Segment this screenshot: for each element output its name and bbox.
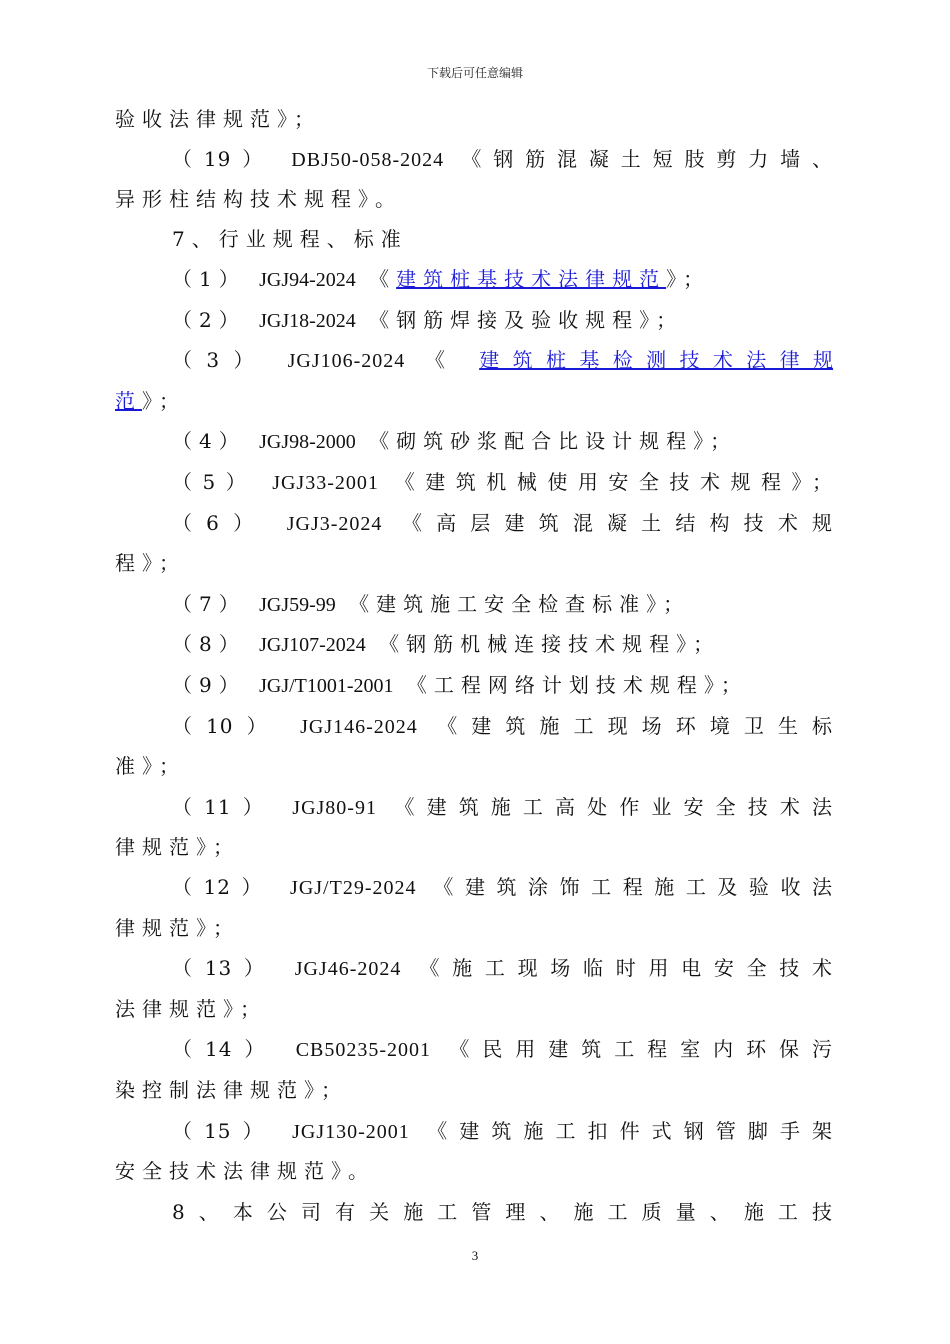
text-line: [115, 182, 833, 216]
text-line: [115, 102, 833, 136]
text-line: [172, 222, 833, 256]
line-text: 安全技术法律规范》。: [115, 1159, 375, 1183]
standard-title-link[interactable]: 建筑桩基技术法律规范: [396, 267, 667, 291]
line-text: 程》；: [115, 551, 186, 575]
item-number: （12）: [172, 875, 274, 899]
standard-code: JGJ146-2024: [300, 716, 418, 738]
item-number: （8）: [172, 632, 246, 656]
text-line: [115, 1073, 833, 1107]
item-number: （14）: [172, 1037, 278, 1061]
title-text: 《建筑施工高处作业安全技术法: [394, 795, 834, 819]
title-text: 《钢筋混凝土短肢剪力墙、: [461, 147, 834, 171]
standard-title-link[interactable]: 建筑桩基检测技术法律规: [479, 348, 834, 372]
standard-code: DBJ50-058-2024: [291, 149, 445, 171]
text-line: [172, 627, 833, 661]
item-number: （10）: [172, 714, 281, 738]
standard-code: JGJ59-99: [259, 594, 336, 616]
title-text: 》；: [666, 267, 711, 291]
title-text: 《砌筑砂浆配合比设计规程》；: [369, 429, 738, 453]
title-text: 《施工现场临时用电安全技术: [419, 956, 834, 980]
title-text: 《建筑机械使用安全技术规程》；: [394, 470, 834, 494]
line-text: 准》；: [115, 754, 186, 778]
title-open: 《: [369, 267, 397, 291]
text-line: [172, 870, 833, 904]
line-text: 8、本公司有关施工管理、施工质量、施工技: [172, 1200, 833, 1224]
standard-code: JGJ98-2000: [259, 431, 356, 453]
text-line: [172, 506, 833, 540]
page-number: 3: [471, 1248, 479, 1263]
item-number: （19）: [172, 147, 275, 171]
line-text: 法律规范》；: [115, 997, 267, 1021]
text-line: [172, 587, 833, 621]
title-text: 《建筑施工安全检查标准》；: [349, 592, 691, 616]
text-line: [172, 709, 833, 743]
title-text: 《工程网络计划技术规程》；: [406, 673, 748, 697]
standard-code: JGJ106-2024: [287, 350, 406, 372]
item-number: （3）: [172, 348, 268, 372]
title-text: 《钢筋焊接及验收规程》；: [369, 308, 684, 332]
standard-code: JGJ80-91: [292, 797, 377, 819]
text-line: [115, 992, 833, 1026]
title-text: 》；: [142, 389, 186, 413]
text-line: [172, 1032, 833, 1066]
text-line: [172, 262, 833, 296]
standard-title-link[interactable]: 范: [115, 389, 142, 413]
standard-code: JGJ107-2024: [259, 634, 366, 656]
item-number: （13）: [172, 956, 277, 980]
text-line: [115, 546, 833, 580]
line-text: 染控制法律规范》；: [115, 1078, 348, 1102]
item-number: （6）: [172, 511, 268, 535]
title-text: 《建筑涂饰工程施工及验收法: [433, 875, 834, 899]
text-line: [115, 749, 833, 783]
title-text: 《民用建筑工程室内环保污: [449, 1037, 834, 1061]
title-text: 《钢筋机械连接技术规程》；: [379, 632, 721, 656]
text-line: [115, 384, 833, 418]
line-text: 验收法律规范》；: [115, 107, 321, 131]
title-open: 《: [425, 348, 460, 372]
title-text: 《高层建筑混凝土结构技术规: [401, 511, 833, 535]
text-line: [172, 668, 833, 702]
item-number: （1）: [172, 267, 246, 291]
item-number: （9）: [172, 673, 246, 697]
line-text: 律规范》；: [115, 916, 240, 940]
text-line: [172, 142, 833, 176]
standard-code: JGJ/T1001-2001: [259, 675, 394, 697]
item-number: （11）: [172, 795, 275, 819]
text-line: [115, 830, 833, 864]
item-number: （15）: [172, 1119, 275, 1143]
item-number: （4）: [172, 429, 246, 453]
text-line: [172, 951, 833, 985]
standard-code: JGJ18-2024: [259, 310, 356, 332]
text-line: [172, 424, 833, 458]
text-line: [172, 303, 833, 337]
standard-code: JGJ3-2024: [286, 513, 383, 535]
text-line: [115, 911, 833, 945]
standard-code: JGJ33-2001: [272, 472, 379, 494]
page-header: 下载后可任意编辑: [426, 66, 523, 80]
text-line: [172, 465, 833, 499]
text-line: [115, 1154, 833, 1188]
item-number: （7）: [172, 592, 246, 616]
text-line: [172, 343, 833, 377]
title-text: 《建筑施工现场环境卫生标: [437, 714, 834, 738]
line-text: 7、行业规程、标准: [172, 227, 408, 251]
standard-code: JGJ130-2001: [292, 1121, 410, 1143]
title-text: 《建筑施工扣件式钢管脚手架: [427, 1119, 834, 1143]
text-line: [172, 790, 833, 824]
standard-code: CB50235-2001: [295, 1039, 432, 1061]
line-text: 律规范》；: [115, 835, 240, 859]
standard-code: JGJ/T29-2024: [290, 877, 417, 899]
text-line: [172, 1195, 833, 1229]
standard-code: JGJ46-2024: [294, 958, 402, 980]
item-number: （5）: [172, 470, 257, 494]
text-line: [172, 1114, 833, 1148]
line-text: 异形柱结构技术规程》。: [115, 187, 402, 211]
standard-code: JGJ94-2024: [259, 269, 356, 291]
item-number: （2）: [172, 308, 246, 332]
